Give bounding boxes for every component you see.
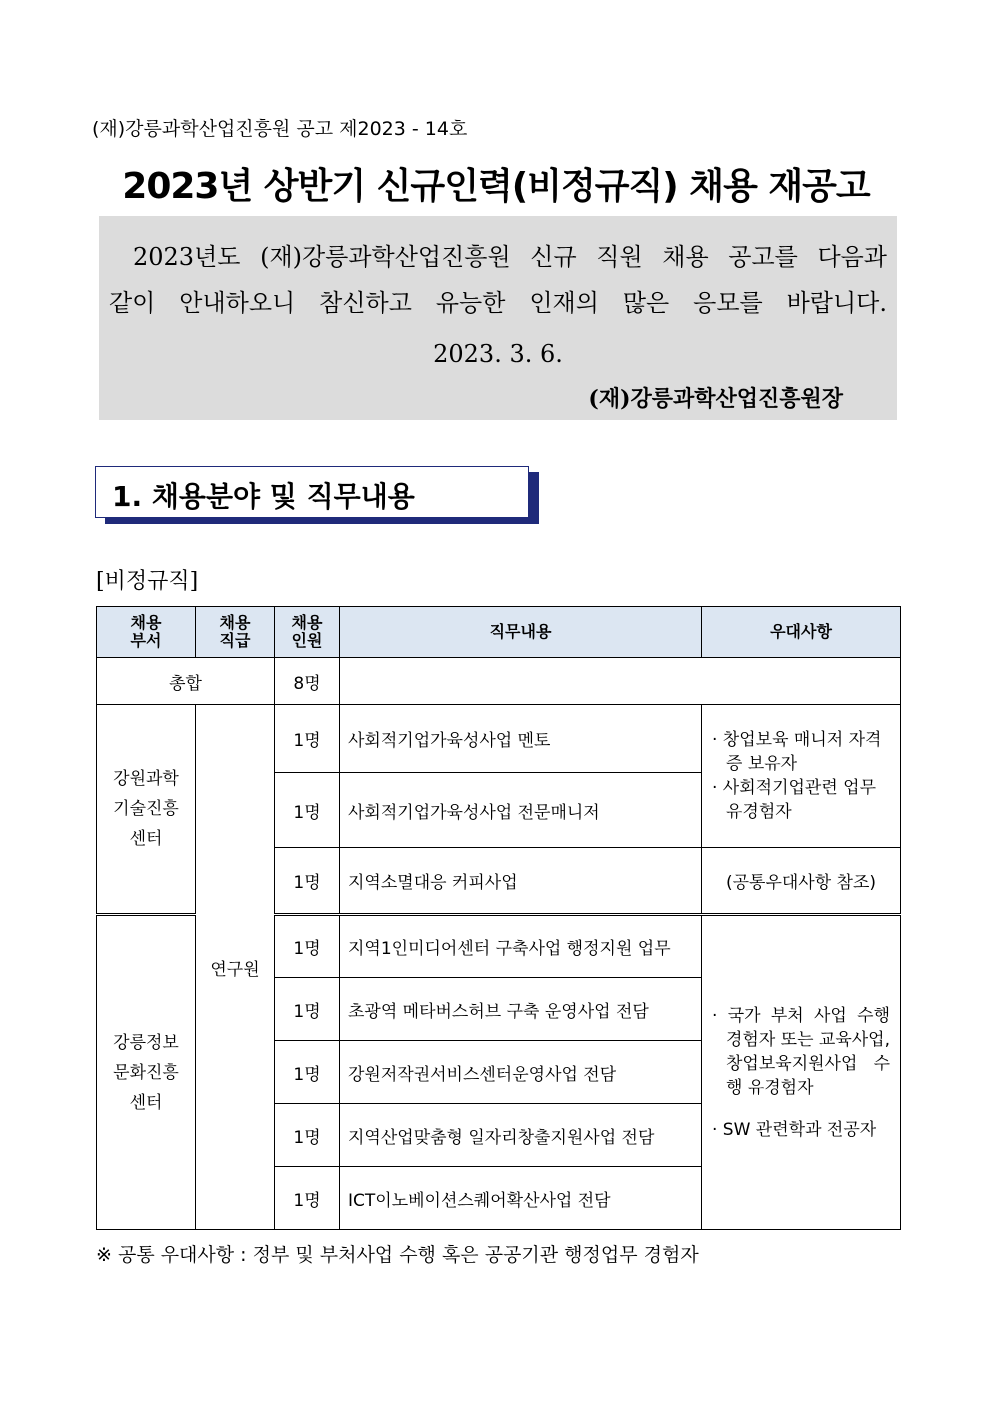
row-count: 1명 [275, 1104, 340, 1167]
row-count: 1명 [275, 978, 340, 1041]
category-label: [비정규직] [96, 569, 199, 594]
header-dept: 채용 부서 [97, 607, 196, 658]
document-title: 2023년 상반기 신규인력(비정규직) 채용 재공고 [122, 166, 870, 207]
row-duty: 강원저작권서비스센터운영사업 전담 [340, 1041, 702, 1104]
row-duty: 지역소멸대응 커피사업 [340, 848, 702, 915]
section-heading [95, 466, 529, 518]
row-duty: 사회적기업가육성사업 전문매니저 [340, 773, 702, 848]
row-count: 1명 [275, 773, 340, 848]
header-count: 채용 인원 [275, 607, 340, 658]
intro-line-2: 같이 안내하오니 참신하고 유능한 인재의 많은 응모를 바랍니다. [109, 289, 887, 317]
total-row [97, 658, 901, 705]
pref-group2: · 국가 부처 사업 수행 경험자 또는 교육사업, 창업보육지원사업 수행 유경험자 · SW 관련학과 전공자 [702, 915, 901, 1230]
dept-gangwon: 강원과학 기술진흥 센터 [97, 705, 196, 915]
header-duty: 직무내용 [340, 607, 702, 658]
notice-number: (재)강릉과학산업진흥원 공고 제2023 - 14호 [92, 118, 468, 140]
table-row [97, 705, 901, 773]
signature: (재)강릉과학산업진흥원장 [588, 386, 843, 412]
intro-box [99, 216, 897, 420]
pref-group1: · 창업보육 매니저 자격증 보유자 · 사회적기업관련 업무 유경험자 [702, 705, 901, 848]
notice-date: 2023. 3. 6. [433, 340, 563, 368]
header-rank: 채용 직급 [196, 607, 275, 658]
intro-text [109, 234, 887, 326]
row-duty: 지역산업맞춤형 일자리창출지원사업 전담 [340, 1104, 702, 1167]
row-count: 1명 [275, 1167, 340, 1230]
pref-common-ref: (공통우대사항 참조) [702, 848, 901, 915]
header-row [97, 607, 901, 658]
row-count: 1명 [275, 848, 340, 915]
row-duty: 초광역 메타버스허브 구축 운영사업 전담 [340, 978, 702, 1041]
rank-researcher: 연구원 [196, 705, 275, 1230]
row-count: 1명 [275, 915, 340, 978]
section-heading-text: 1. 채용분야 및 직무내용 [112, 480, 415, 513]
intro-line-1: 2023년도 (재)강릉과학산업진흥원 신규 직원 채용 공고를 다음과 [133, 243, 887, 271]
row-count: 1명 [275, 1041, 340, 1104]
footnote: ※ 공통 우대사항 : 정부 및 부처사업 수행 혹은 공공기관 행정업무 경험자 [96, 1244, 699, 1266]
row-duty: ICT이노베이션스퀘어확산사업 전담 [340, 1167, 702, 1230]
row-duty: 사회적기업가육성사업 멘토 [340, 705, 702, 773]
total-label: 총합 [97, 658, 275, 705]
dept-gangneung: 강릉정보 문화진흥 센터 [97, 915, 196, 1230]
row-duty: 지역1인미디어센터 구축사업 행정지원 업무 [340, 915, 702, 978]
total-empty [340, 658, 901, 705]
jobs-table [96, 606, 901, 1230]
row-count: 1명 [275, 705, 340, 773]
total-count: 8명 [275, 658, 340, 705]
header-pref: 우대사항 [702, 607, 901, 658]
